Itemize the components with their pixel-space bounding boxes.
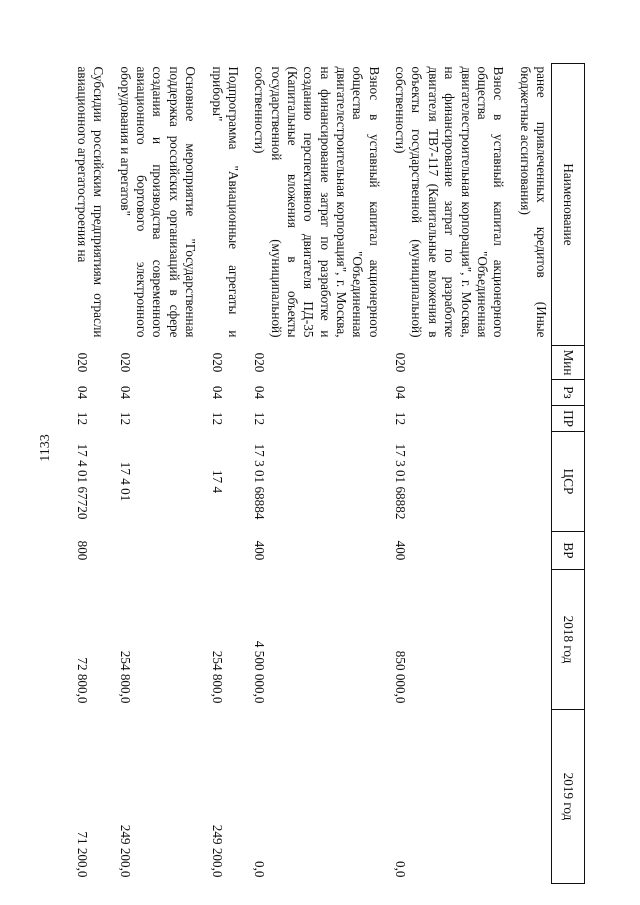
cell-2019: 71 200,0 (75, 831, 91, 878)
cell-vr (206, 532, 243, 570)
budget-table (72, 63, 585, 884)
cell-min: 020 (75, 352, 91, 373)
cell-vr (514, 532, 551, 570)
header-pr: ПР (552, 406, 585, 432)
page-number: 1133 (38, 434, 53, 462)
table-row (114, 64, 200, 884)
cell-pr: 12 (393, 411, 409, 426)
cell-2018: 850 000,0 (393, 650, 409, 704)
cell-rz: 04 (252, 385, 268, 400)
cell-min: 020 (252, 352, 268, 373)
row-spacer (243, 64, 249, 884)
header-min: Мин (552, 346, 585, 380)
cell-name: Подпрограмма "Авиационные агрегаты и приборы" (209, 66, 241, 338)
header-csr: ЦСР (552, 432, 585, 532)
budget-table-container (75, 63, 585, 883)
cell-vr (114, 532, 200, 570)
cell-csr: 17 4 01 67720 (75, 443, 91, 520)
cell-pr (514, 406, 551, 432)
cell-csr: 17 4 (209, 469, 225, 494)
header-name: Наименование (552, 64, 585, 346)
cell-vr: 800 (75, 540, 91, 561)
cell-name: Основное мероприятие "Государственная поддержка российских организаций в сфере создания и производства современного авиационного бортового электронного оборудования и агрегатов" (117, 66, 199, 338)
cell-pr: 12 (117, 411, 133, 426)
table-header-row (552, 64, 585, 884)
cell-min (514, 346, 551, 380)
row-spacer (108, 64, 114, 884)
cell-min: 020 (209, 352, 225, 373)
cell-2019: 0,0 (252, 861, 268, 878)
cell-pr: 12 (209, 411, 225, 426)
cell-min: 020 (117, 352, 133, 373)
cell-2019: 249 200,0 (117, 824, 133, 878)
table-row (206, 64, 243, 884)
cell-csr: 17 3 01 68882 (393, 443, 409, 520)
cell-name: ранее привлеченных кредитов (Иные бюджетные ассигнования) (517, 66, 549, 338)
cell-name: Субсидии российским предприятиям отрасли авиационного агрегатостроения на (75, 66, 107, 338)
cell-vr: 400 (393, 540, 409, 561)
cell-2019: 0,0 (393, 861, 409, 878)
table-row (514, 64, 551, 884)
header-2019: 2019 год (552, 710, 585, 884)
cell-rz: 04 (209, 385, 225, 400)
row-spacer (200, 64, 206, 884)
row-spacer (508, 64, 514, 884)
cell-2018: 72 800,0 (75, 657, 91, 704)
cell-2018: 254 800,0 (209, 650, 225, 704)
cell-name: Взнос в уставный капитал акционерного общества "Объединенная двигателестроительная корпорация", г. Москва, на финансирование затрат по разработке двигателя ТВ7-117 (Капитальные вложения в объекты государственной (муниципальной) собственности) (393, 66, 507, 338)
table-row (72, 64, 109, 884)
cell-pr: 12 (252, 411, 268, 426)
cell-2018: 4 500 000,0 (252, 640, 268, 704)
cell-2019 (514, 710, 551, 884)
header-rz: Рз (552, 380, 585, 406)
cell-rz: 04 (393, 385, 409, 400)
cell-rz (514, 380, 551, 406)
cell-csr: 17 3 01 68884 (252, 443, 268, 520)
header-vr: ВР (552, 532, 585, 570)
cell-csr (514, 432, 551, 532)
cell-rz: 04 (117, 385, 133, 400)
cell-vr: 400 (252, 540, 268, 561)
table-row (249, 64, 384, 884)
cell-name: Взнос в уставный капитал акционерного общества "Объединенная двигателестроительная корпорация", г. Москва, на финансирование затрат по разработке и созданию перспективного двигателя ПД-35 (Капитальные вложения в объекты государственной (муниципальной) собственности) (252, 66, 382, 338)
table-row (390, 64, 509, 884)
cell-2018: 254 800,0 (117, 650, 133, 704)
header-2018: 2018 год (552, 570, 585, 710)
cell-rz: 04 (75, 385, 91, 400)
cell-pr: 12 (75, 411, 91, 426)
cell-min: 020 (393, 352, 409, 373)
cell-2019: 249 200,0 (209, 824, 225, 878)
cell-csr: 17 4 01 (117, 461, 133, 502)
row-spacer (384, 64, 390, 884)
cell-2018 (514, 570, 551, 710)
